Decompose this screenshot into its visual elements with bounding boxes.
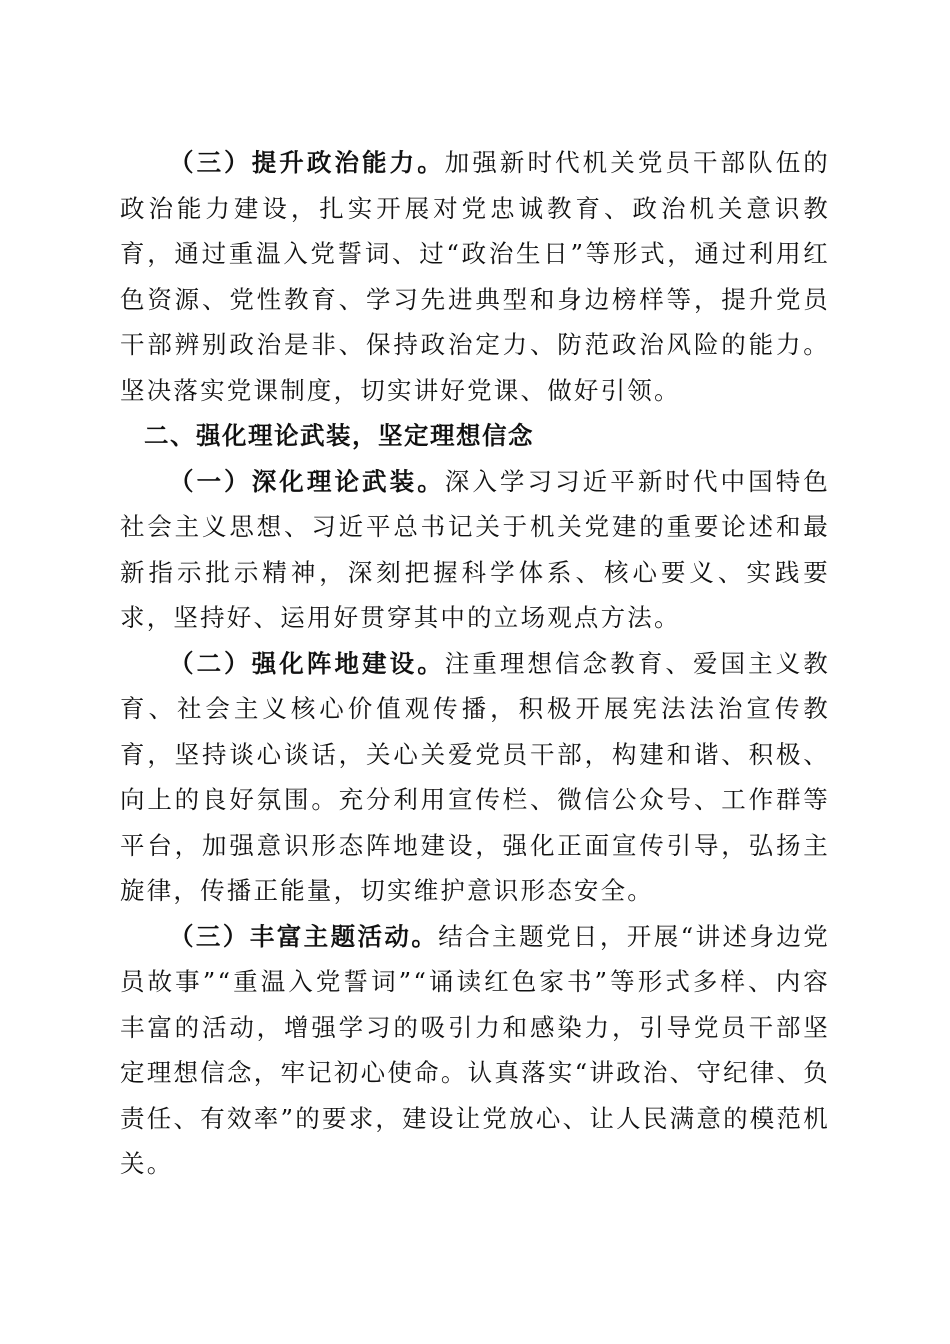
paragraph-position-building: [120, 641, 830, 914]
paragraph-lead: （三）提升政治能力。: [169, 148, 445, 177]
paragraph-text: 结合主题党日，开展“讲述身边党员故事”“重温入党誓词”“诵读红色家书”等形式多样、内容丰富的活动，增强学习的吸引力和感染力，引导党员干部坚定理想信念，牢记初心使命。认真落实“讲政治、守纪律、负责任、有效率”的要求，建设让党放心、让人民满意的模范机关。: [120, 921, 830, 1178]
paragraph-political-ability: [120, 140, 830, 413]
paragraph-text: 深入学习习近平新时代中国特色社会主义思想、习近平总书记关于机关党建的重要论述和最新指示批示精神，深刻把握科学体系、核心要义、实践要求，坚持好、运用好贯穿其中的立场观点方法。: [120, 466, 830, 632]
paragraph-text: 加强新时代机关党员干部队伍的政治能力建设，扎实开展对党忠诚教育、政治机关意识教育，通过重温入党誓词、过“政治生日”等形式，通过利用红色资源、党性教育、学习先进典型和身边榜样等，提升党员干部辨别政治是非、保持政治定力、防范政治风险的能力。坚决落实党课制度，切实讲好党课、做好引领。: [120, 148, 830, 405]
paragraph-lead: （二）强化阵地建设。: [169, 648, 445, 678]
section-heading: 二、强化理论武装，坚定理想信念: [144, 421, 534, 450]
paragraph-lead: （三）丰富主题活动。: [169, 921, 439, 951]
paragraph-lead: （一）深化理论武装。: [169, 466, 445, 496]
paragraph-theory-arming: [120, 459, 830, 641]
paragraph-theme-activities: [120, 914, 830, 1187]
document-body: [120, 140, 830, 1187]
paragraph-text: 注重理想信念教育、爱国主义教育、社会主义核心价值观传播，积极开展宪法法治宣传教育，坚持谈心谈话，关心关爱党员干部，构建和谐、积极、向上的良好氛围。充分利用宣传栏、微信公众号、工作群等平台，加强意识形态阵地建设，强化正面宣传引导，弘扬主旋律，传播正能量，切实维护意识形态安全。: [120, 648, 830, 905]
